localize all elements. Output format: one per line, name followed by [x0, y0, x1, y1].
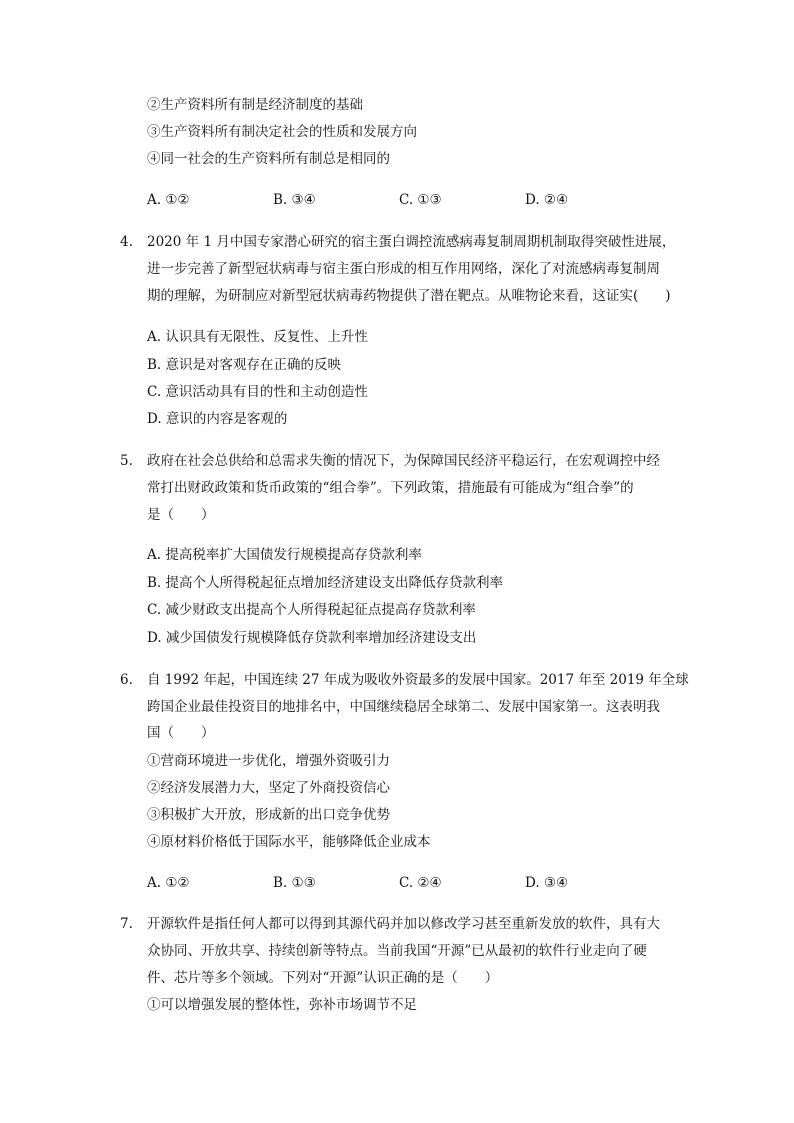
question-stem-line: 2020 年 1 月中国专家潜心研究的宿主蛋白调控流感病毒复制周期机制取得突破性进展，	[147, 234, 676, 250]
option-a: A. 提高税率扩大国债发行规模提高存贷款利率	[147, 547, 422, 563]
question-stem-line: 常打出财政政策和货币政策的“组合拳”。下列政策，措施最有可能成为“组合拳”的	[147, 480, 634, 496]
question-stem-line: 政府在社会总供给和总需求失衡的情况下，为保障国民经济平稳运行，在宏观调控中经	[147, 453, 660, 469]
question-stem-line: 国（ ）	[147, 725, 215, 741]
option-b: B. 提高个人所得税起征点增加经济建设支出降低存贷款利率	[147, 575, 504, 591]
option-c: C. ①③	[399, 192, 442, 208]
option-b: B. 意识是对客观存在正确的反映	[147, 357, 342, 373]
statement-line: ②生产资料所有制是经济制度的基础	[147, 97, 363, 113]
statement-line: ④原材料价格低于国际水平，能够降低企业成本	[147, 834, 431, 850]
statement-line: ③生产资料所有制决定社会的性质和发展方向	[147, 124, 417, 140]
question-number: 7.	[120, 916, 133, 932]
question-number: 4.	[120, 234, 133, 250]
statement-line: ④同一社会的生产资料所有制总是相同的	[147, 151, 390, 167]
question-stem-line: 进一步完善了新型冠状病毒与宿主蛋白形成的相互作用网络，深化了对流感病毒复制周	[147, 261, 660, 277]
option-c: C. 减少财政支出提高个人所得税起征点提高存贷款利率	[147, 602, 476, 618]
option-d: D. 减少国债发行规模降低存贷款利率增加经济建设支出	[147, 630, 477, 646]
statement-line: ①可以增强发展的整体性，弥补市场调节不足	[147, 997, 417, 1013]
option-a: A. ①②	[147, 192, 190, 208]
question-stem-line: 件、芯片等多个领域。下列对“开源”认识正确的是（ ）	[147, 970, 499, 986]
question-stem-line: 开源软件是指任何人都可以得到其源代码并加以修改学习甚至重新发放的软件，具有大	[147, 916, 660, 932]
question-stem-line: 众协同、开放共享、持续创新等特点。当前我国“开源”已从最初的软件行业走向了硬	[147, 943, 647, 959]
statement-line: ①营商环境进一步优化，增强外资吸引力	[147, 753, 390, 769]
option-b: B. ①③	[273, 875, 316, 891]
question-number: 6.	[120, 672, 133, 688]
option-d: D. 意识的内容是客观的	[147, 411, 288, 427]
question-number: 5.	[120, 453, 133, 469]
question-stem-line: 期的理解，为研制应对新型冠状病毒药物提供了潜在靶点。从唯物论来看，这证实( )	[147, 288, 671, 304]
question-stem-line: 自 1992 年起，中国连续 27 年成为吸收外资最多的发展中国家。2017 年至 2019 年全球	[147, 672, 689, 688]
option-b: B. ③④	[273, 192, 316, 208]
question-stem-line: 是（ ）	[147, 507, 215, 523]
option-d: D. ②④	[525, 192, 569, 208]
question-stem-line: 跨国企业最佳投资目的地排名中，中国继续稳居全球第二、发展中国家第一。这表明我	[147, 699, 660, 715]
statement-line: ②经济发展潜力大，坚定了外商投资信心	[147, 780, 390, 796]
option-a: A. 认识具有无限性、反复性、上升性	[147, 329, 368, 345]
option-a: A. ①②	[147, 875, 190, 891]
statement-line: ③积极扩大开放，形成新的出口竞争优势	[147, 807, 390, 823]
option-d: D. ③④	[525, 875, 569, 891]
option-c: C. 意识活动具有目的性和主动创造性	[147, 384, 368, 400]
option-c: C. ②④	[399, 875, 442, 891]
